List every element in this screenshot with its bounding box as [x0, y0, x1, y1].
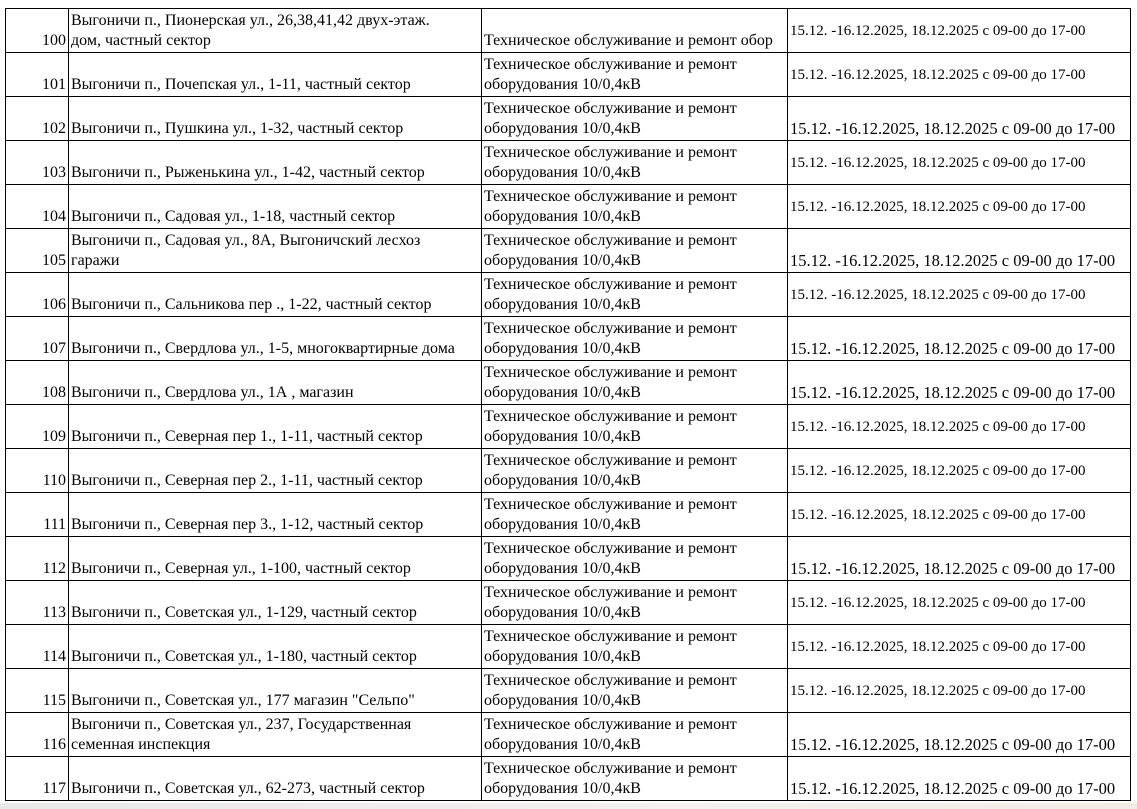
row-number-cell[interactable]: 115: [6, 669, 69, 713]
work-description-cell[interactable]: Техническое обслуживание и ремонт оборудования 10/0,4кВ: [482, 713, 788, 757]
work-description-cell[interactable]: Техническое обслуживание и ремонт оборудования 10/0,4кВ: [482, 405, 788, 449]
table-row: [6, 229, 1131, 273]
table-row: [6, 669, 1131, 713]
work-description-cell[interactable]: Техническое обслуживание и ремонт оборудования 10/0,4кВ: [482, 273, 788, 317]
work-description-cell[interactable]: Техническое обслуживание и ремонт оборудования 10/0,4кВ: [482, 625, 788, 669]
outage-period-cell[interactable]: 15.12. -16.12.2025, 18.12.2025 с 09-00 до 17-00: [788, 185, 1131, 229]
table-row: [6, 493, 1131, 537]
row-number-cell[interactable]: 117: [6, 757, 69, 801]
row-number-cell[interactable]: 113: [6, 581, 69, 625]
outage-period-cell[interactable]: 15.12. -16.12.2025, 18.12.2025 с 09-00 до 17-00: [788, 625, 1131, 669]
row-number-cell[interactable]: 108: [6, 361, 69, 405]
outage-period-cell[interactable]: 15.12. -16.12.2025, 18.12.2025 с 09-00 до 17-00: [788, 449, 1131, 493]
row-number-cell[interactable]: 114: [6, 625, 69, 669]
address-line-2: семенная инспекция: [71, 736, 211, 753]
table-body: [6, 9, 1131, 801]
address-cell[interactable]: [69, 317, 482, 361]
address-cell[interactable]: [69, 537, 482, 581]
row-number-cell[interactable]: 102: [6, 97, 69, 141]
table-row: [6, 141, 1131, 185]
address-cell[interactable]: [69, 361, 482, 405]
address-line-1: Выгоничи п., Северная пер 3., 1-12, частный сектор: [71, 516, 424, 533]
work-description-cell[interactable]: Техническое обслуживание и ремонт оборудования 10/0,4кВ: [482, 669, 788, 713]
row-number-cell[interactable]: 106: [6, 273, 69, 317]
address-cell[interactable]: [69, 273, 482, 317]
table-row: [6, 625, 1131, 669]
address-cell[interactable]: [69, 97, 482, 141]
address-cell[interactable]: [69, 185, 482, 229]
work-description-cell[interactable]: Техническое обслуживание и ремонт оборудования 10/0,4кВ: [482, 537, 788, 581]
row-number-cell[interactable]: 111: [6, 493, 69, 537]
address-cell[interactable]: [69, 9, 482, 53]
address-line-1: Выгоничи п., Северная ул., 1-100, частный сектор: [71, 560, 411, 577]
address-cell[interactable]: [69, 713, 482, 757]
work-description-cell[interactable]: Техническое обслуживание и ремонт оборудования 10/0,4кВ: [482, 449, 788, 493]
address-line-1: Выгоничи п., Северная пер 2., 1-11, частный сектор: [71, 472, 423, 489]
row-number-cell[interactable]: 103: [6, 141, 69, 185]
address-line-1: Выгоничи п., Сальникова пер ., 1-22, частный сектор: [71, 296, 432, 313]
work-description-cell[interactable]: Техническое обслуживание и ремонт оборудования 10/0,4кВ: [482, 97, 788, 141]
outage-period-cell[interactable]: 15.12. -16.12.2025, 18.12.2025 с 09-00 до 17-00: [788, 537, 1131, 581]
address-line-1: Выгоничи п., Советская ул., 1-129, частный сектор: [71, 604, 417, 621]
table-row: [6, 581, 1131, 625]
work-description-cell[interactable]: Техническое обслуживание и ремонт оборудования 10/0,4кВ: [482, 493, 788, 537]
outage-period-cell[interactable]: 15.12. -16.12.2025, 18.12.2025 с 09-00 до 17-00: [788, 273, 1131, 317]
address-line-1: Выгоничи п., Пушкина ул., 1-32, частный сектор: [71, 120, 404, 137]
address-line-1: Выгоничи п., Советская ул., 177 магазин "Сельпо": [71, 692, 415, 709]
address-line-2: гаражи: [71, 252, 120, 269]
row-number-cell[interactable]: 101: [6, 53, 69, 97]
table-row: [6, 185, 1131, 229]
work-description-cell[interactable]: Техническое обслуживание и ремонт оборудования 10/0,4кВ: [482, 185, 788, 229]
address-line-1: Выгоничи п., Почепская ул., 1-11, частный сектор: [71, 76, 411, 93]
outage-period-cell[interactable]: 15.12. -16.12.2025, 18.12.2025 с 09-00 до 17-00: [788, 317, 1131, 361]
table-row: [6, 713, 1131, 757]
row-number-cell[interactable]: 116: [6, 713, 69, 757]
address-line-1: Выгоничи п., Свердлова ул., 1А , магазин: [71, 384, 354, 401]
address-cell[interactable]: [69, 757, 482, 801]
row-number-cell[interactable]: 107: [6, 317, 69, 361]
table-row: [6, 97, 1131, 141]
work-description-cell[interactable]: Техническое обслуживание и ремонт оборудования 10/0,4кВ: [482, 141, 788, 185]
work-description-cell[interactable]: Техническое обслуживание и ремонт обор: [482, 9, 788, 53]
address-cell[interactable]: [69, 581, 482, 625]
work-description-cell[interactable]: Техническое обслуживание и ремонт оборудования 10/0,4кВ: [482, 317, 788, 361]
outage-period-cell[interactable]: 15.12. -16.12.2025, 18.12.2025 с 09-00 до 17-00: [788, 9, 1131, 53]
row-number-cell[interactable]: 100: [6, 9, 69, 53]
row-number-cell[interactable]: 109: [6, 405, 69, 449]
address-line-1: Выгоничи п., Советская ул., 1-180, частный сектор: [71, 648, 417, 665]
table-row: [6, 317, 1131, 361]
address-line-1: Выгоничи п., Свердлова ул., 1-5, многоквартирные дома: [71, 340, 455, 357]
address-cell[interactable]: [69, 669, 482, 713]
address-cell[interactable]: [69, 449, 482, 493]
address-line-1: Выгоничи п., Рыженькина ул., 1-42, частный сектор: [71, 164, 425, 181]
work-description-cell[interactable]: Техническое обслуживание и ремонт оборудования 10/0,4кВ: [482, 53, 788, 97]
row-number-cell[interactable]: 104: [6, 185, 69, 229]
row-number-cell[interactable]: 105: [6, 229, 69, 273]
outage-period-cell[interactable]: 15.12. -16.12.2025, 18.12.2025 с 09-00 до 17-00: [788, 229, 1131, 273]
address-cell[interactable]: [69, 53, 482, 97]
address-line-1: Выгоничи п., Советская ул., 62-273, частный сектор: [71, 780, 425, 797]
outage-period-cell[interactable]: 15.12. -16.12.2025, 18.12.2025 с 09-00 до 17-00: [788, 97, 1131, 141]
outage-period-cell[interactable]: 15.12. -16.12.2025, 18.12.2025 с 09-00 до 17-00: [788, 405, 1131, 449]
address-line-2: дом, частный сектор: [71, 32, 211, 49]
table-row: [6, 405, 1131, 449]
address-cell[interactable]: [69, 625, 482, 669]
outage-period-cell[interactable]: 15.12. -16.12.2025, 18.12.2025 с 09-00 до 17-00: [788, 53, 1131, 97]
address-line-1: Выгоничи п., Садовая ул., 1-18, частный сектор: [71, 208, 396, 225]
work-description-cell[interactable]: Техническое обслуживание и ремонт оборудования 10/0,4кВ: [482, 361, 788, 405]
row-number-cell[interactable]: 112: [6, 537, 69, 581]
table-row: [6, 361, 1131, 405]
work-description-cell[interactable]: Техническое обслуживание и ремонт оборудования 10/0,4кВ: [482, 757, 788, 801]
address-cell[interactable]: [69, 405, 482, 449]
bottom-edge-strip: [0, 803, 1137, 809]
address-cell[interactable]: [69, 493, 482, 537]
address-line-1: Выгоничи п., Северная пер 1., 1-11, частный сектор: [71, 428, 423, 445]
work-description-cell[interactable]: Техническое обслуживание и ремонт оборудования 10/0,4кВ: [482, 581, 788, 625]
table-row: [6, 757, 1131, 801]
table-row: [6, 9, 1131, 53]
outage-period-cell[interactable]: 15.12. -16.12.2025, 18.12.2025 с 09-00 до 17-00: [788, 713, 1131, 757]
outage-period-cell[interactable]: 15.12. -16.12.2025, 18.12.2025 с 09-00 до 17-00: [788, 669, 1131, 713]
work-description-cell[interactable]: Техническое обслуживание и ремонт оборудования 10/0,4кВ: [482, 229, 788, 273]
outage-period-cell[interactable]: 15.12. -16.12.2025, 18.12.2025 с 09-00 до 17-00: [788, 361, 1131, 405]
address-line-1: Выгоничи п., Садовая ул., 8А, Выгоничский лесхоз: [71, 232, 421, 249]
table-row: [6, 273, 1131, 317]
outage-period-cell[interactable]: 15.12. -16.12.2025, 18.12.2025 с 09-00 до 17-00: [788, 581, 1131, 625]
outage-period-cell[interactable]: 15.12. -16.12.2025, 18.12.2025 с 09-00 до 17-00: [788, 141, 1131, 185]
address-line-1: Выгоничи п., Пионерская ул., 26,38,41,42 двух-этаж.: [71, 12, 430, 29]
table-row: [6, 53, 1131, 97]
outage-schedule-table: [5, 8, 1131, 801]
outage-period-cell[interactable]: 15.12. -16.12.2025, 18.12.2025 с 09-00 до 17-00: [788, 757, 1131, 801]
table-row: [6, 449, 1131, 493]
address-cell[interactable]: [69, 229, 482, 273]
outage-period-cell[interactable]: 15.12. -16.12.2025, 18.12.2025 с 09-00 до 17-00: [788, 493, 1131, 537]
row-number-cell[interactable]: 110: [6, 449, 69, 493]
address-line-1: Выгоничи п., Советская ул., 237, Государственная: [71, 716, 412, 733]
table-row: [6, 537, 1131, 581]
address-cell[interactable]: [69, 141, 482, 185]
outage-schedule-sheet: [5, 8, 1131, 801]
